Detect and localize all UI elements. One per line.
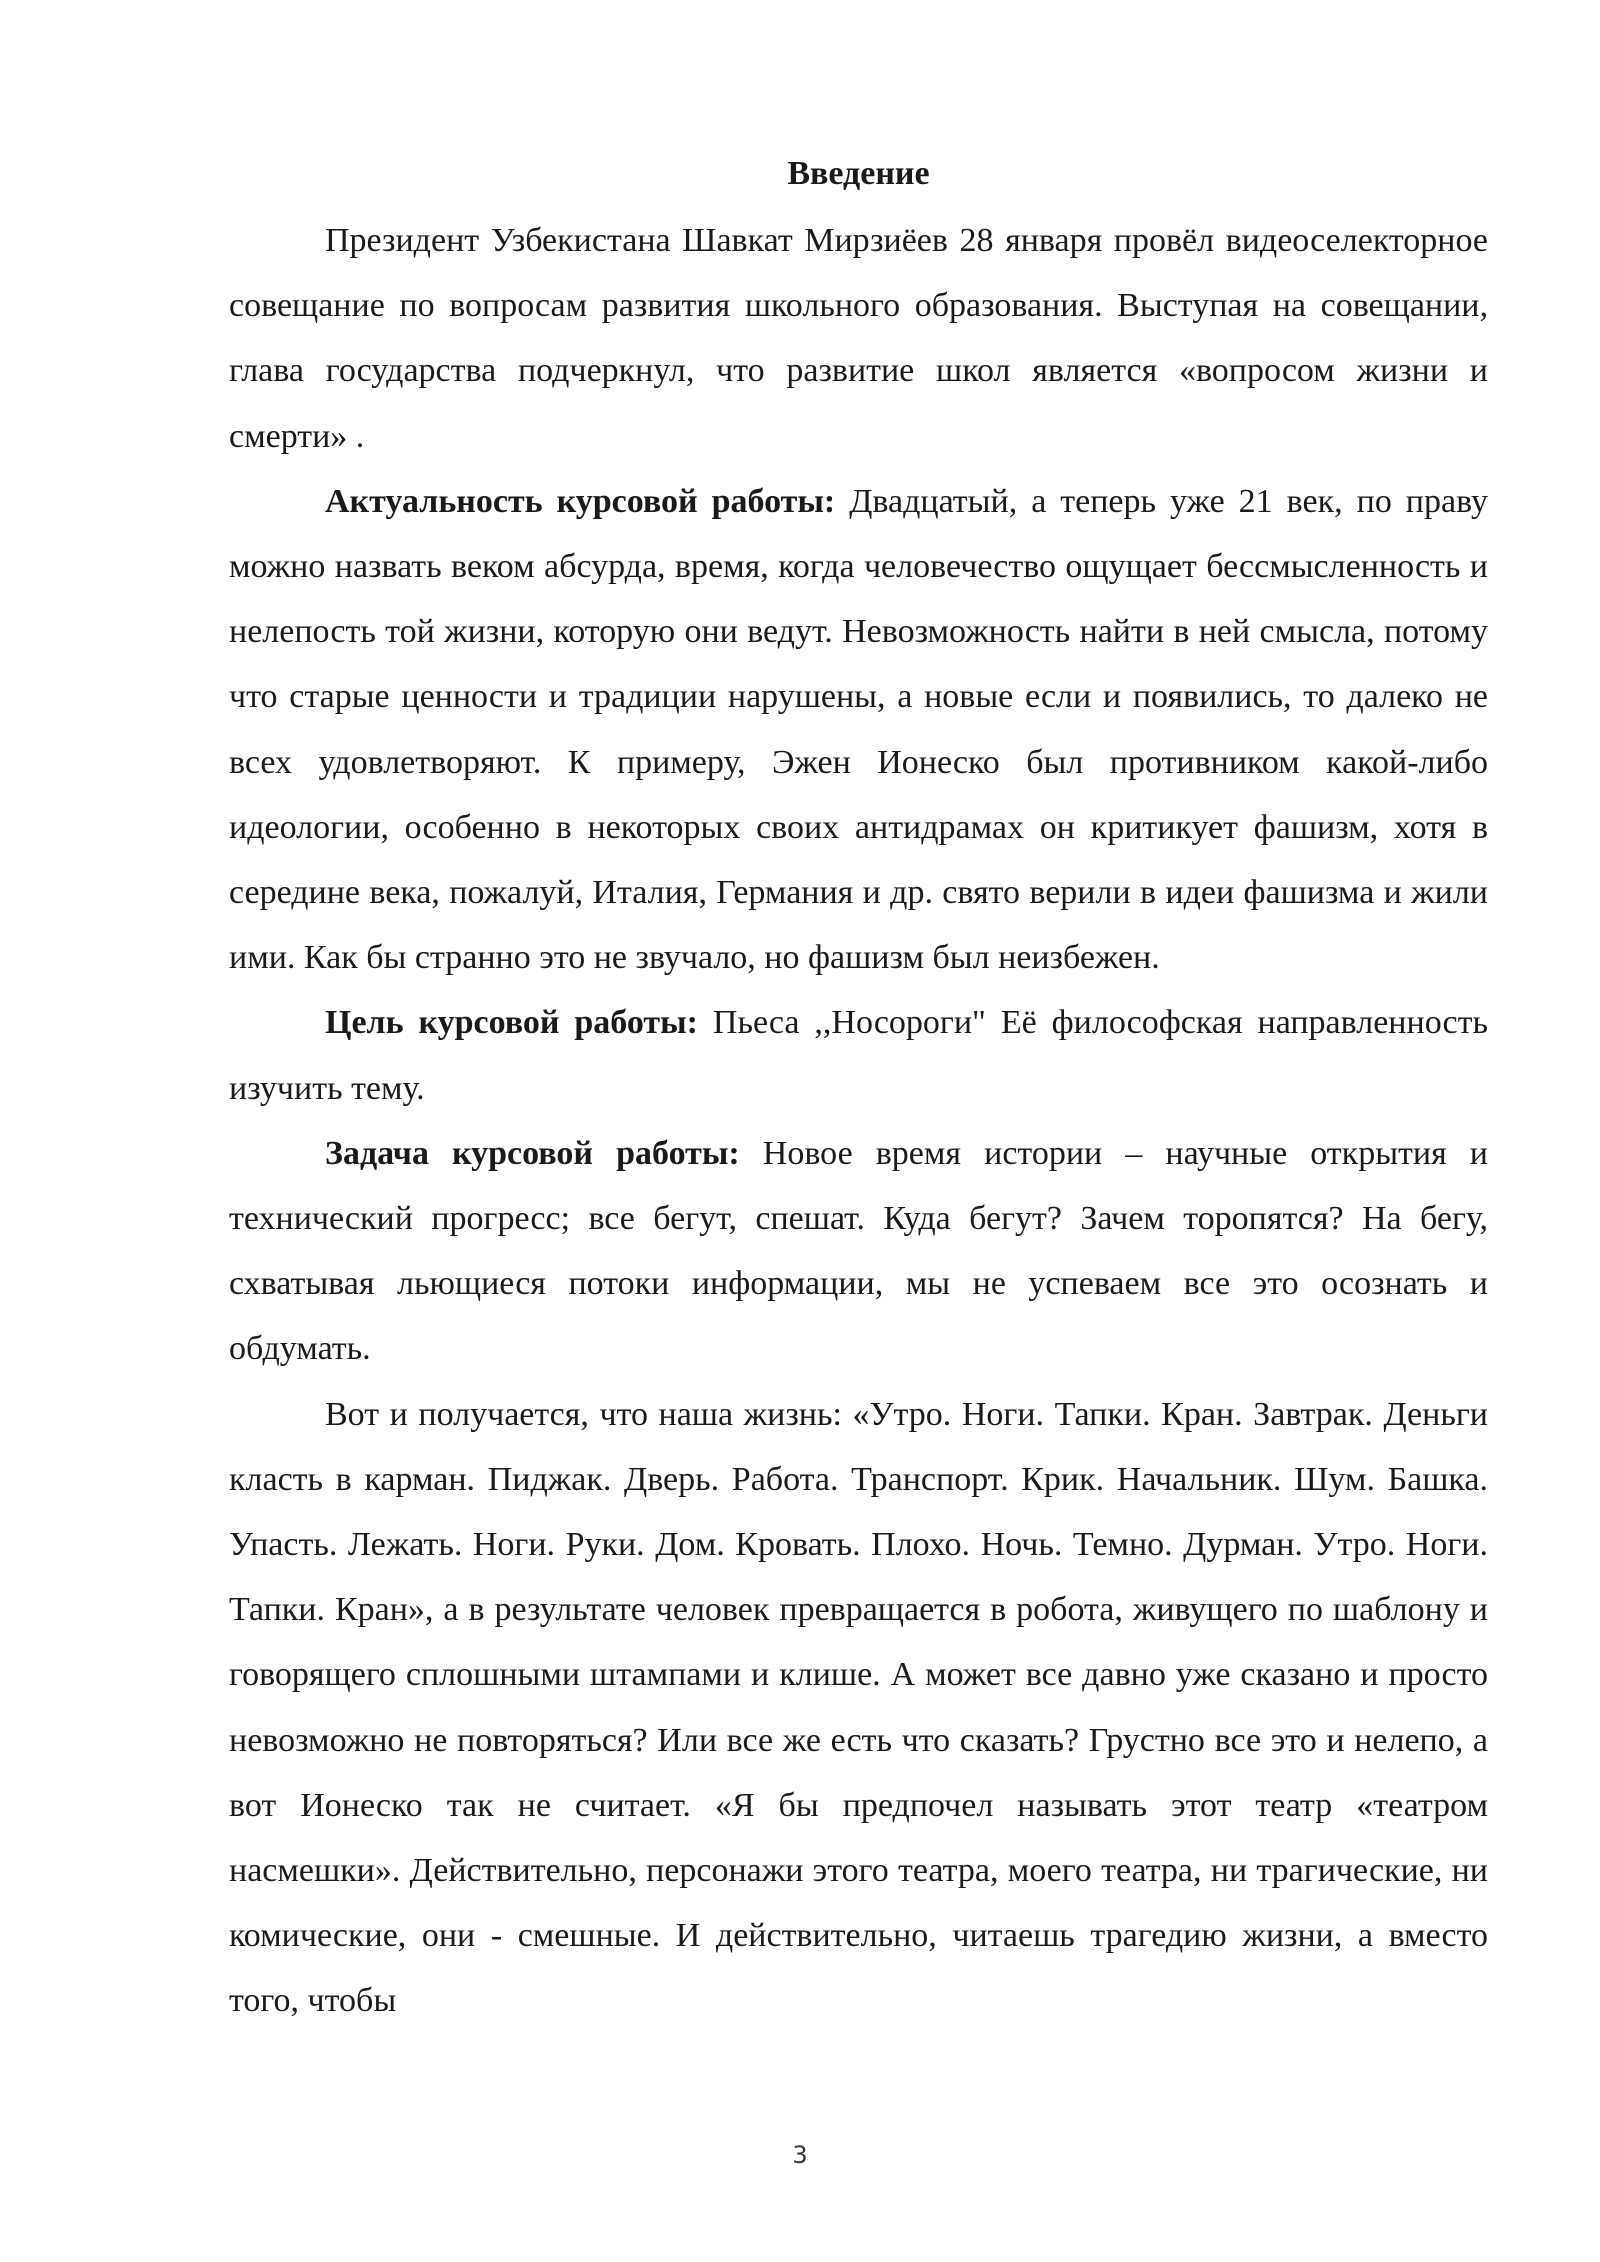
paragraph-text: Вот и получается, что наша жизнь: «Утро. Ноги. Тапки. Кран. Завтрак. Деньги класть в карман. Пиджак. Дверь. Работа. Транспорт. Крик. Начальник. Шум. Башка. Упасть. Лежать. Ноги. Руки. Дом. Кровать. Плохо. Ночь. Темно. Дурман. Утро. Ноги. Тапки. Кран», а в результате человек превращается в робота, живущего по шаблону и говорящего сплошными штампами и клише. А может все давно уже сказано и просто невозможно не повторяться? Или все же есть что сказать? Грустно все это и нелепо, а вот Ионеско так не считает. «Я бы предпочел называть этот театр «театром насмешки». Действительно, персонажи этого театра, моего театра, ни трагические, ни комические, они - смешные. И действительно, читаешь трагедию жизни, а вместо того, чтобы — [229, 1395, 1488, 2020]
paragraph-text: Пьеса ,,Носороги" Её философская направленность изучить тему. — [229, 1004, 1489, 1107]
paragraph-lead: Цель курсовой работы: — [325, 1004, 698, 1042]
paragraph-lead: Задача курсовой работы: — [325, 1134, 740, 1172]
paragraph-relevance — [229, 469, 1488, 991]
paragraph-text: Президент Узбекистана Шавкат Мирзиёев 28 января провёл видеоселекторное совещание по вопросам развития школьного образования. Выступая на совещании, глава государства подчеркнул, что развитие школ является «вопросом жизни и смерти» . — [229, 222, 1488, 455]
paragraph-life — [229, 1382, 1488, 2034]
page-number: 3 — [792, 2141, 808, 2169]
paragraph-text: Новое время истории – научные открытия и технический прогресс; все бегут, спешат. Куда бегут? Зачем торопятся? На бегу, схватывая льющиеся потоки информации, мы не успеваем все это осознать и обдумать. — [229, 1134, 1489, 1368]
paragraph-task — [229, 1121, 1488, 1382]
paragraph-goal — [229, 990, 1488, 1120]
page-content — [229, 140, 1488, 2034]
paragraph-intro — [229, 208, 1488, 469]
paragraph-lead: Актуальность курсовой работы: — [325, 482, 836, 520]
section-heading: Введение — [787, 155, 930, 192]
paragraph-text: Двадцатый, а теперь уже 21 век, по праву можно назвать веком абсурда, время, когда человечество ощущает бессмысленность и нелепость той жизни, которую они ведут. Невозможность найти в ней смысла, потому что старые ценности и традиции нарушены, а новые если и появились, то далеко не всех удовлетворяют. К примеру, Эжен Ионеско был противником какой-либо идеологии, особенно в некоторых своих антидрамах он критикует фашизм, хотя в середине века, пожалуй, Италия, Германия и др. свято верили в идеи фашизма и жили ими. Как бы странно это не звучало, но фашизм был неизбежен. — [229, 482, 1488, 977]
